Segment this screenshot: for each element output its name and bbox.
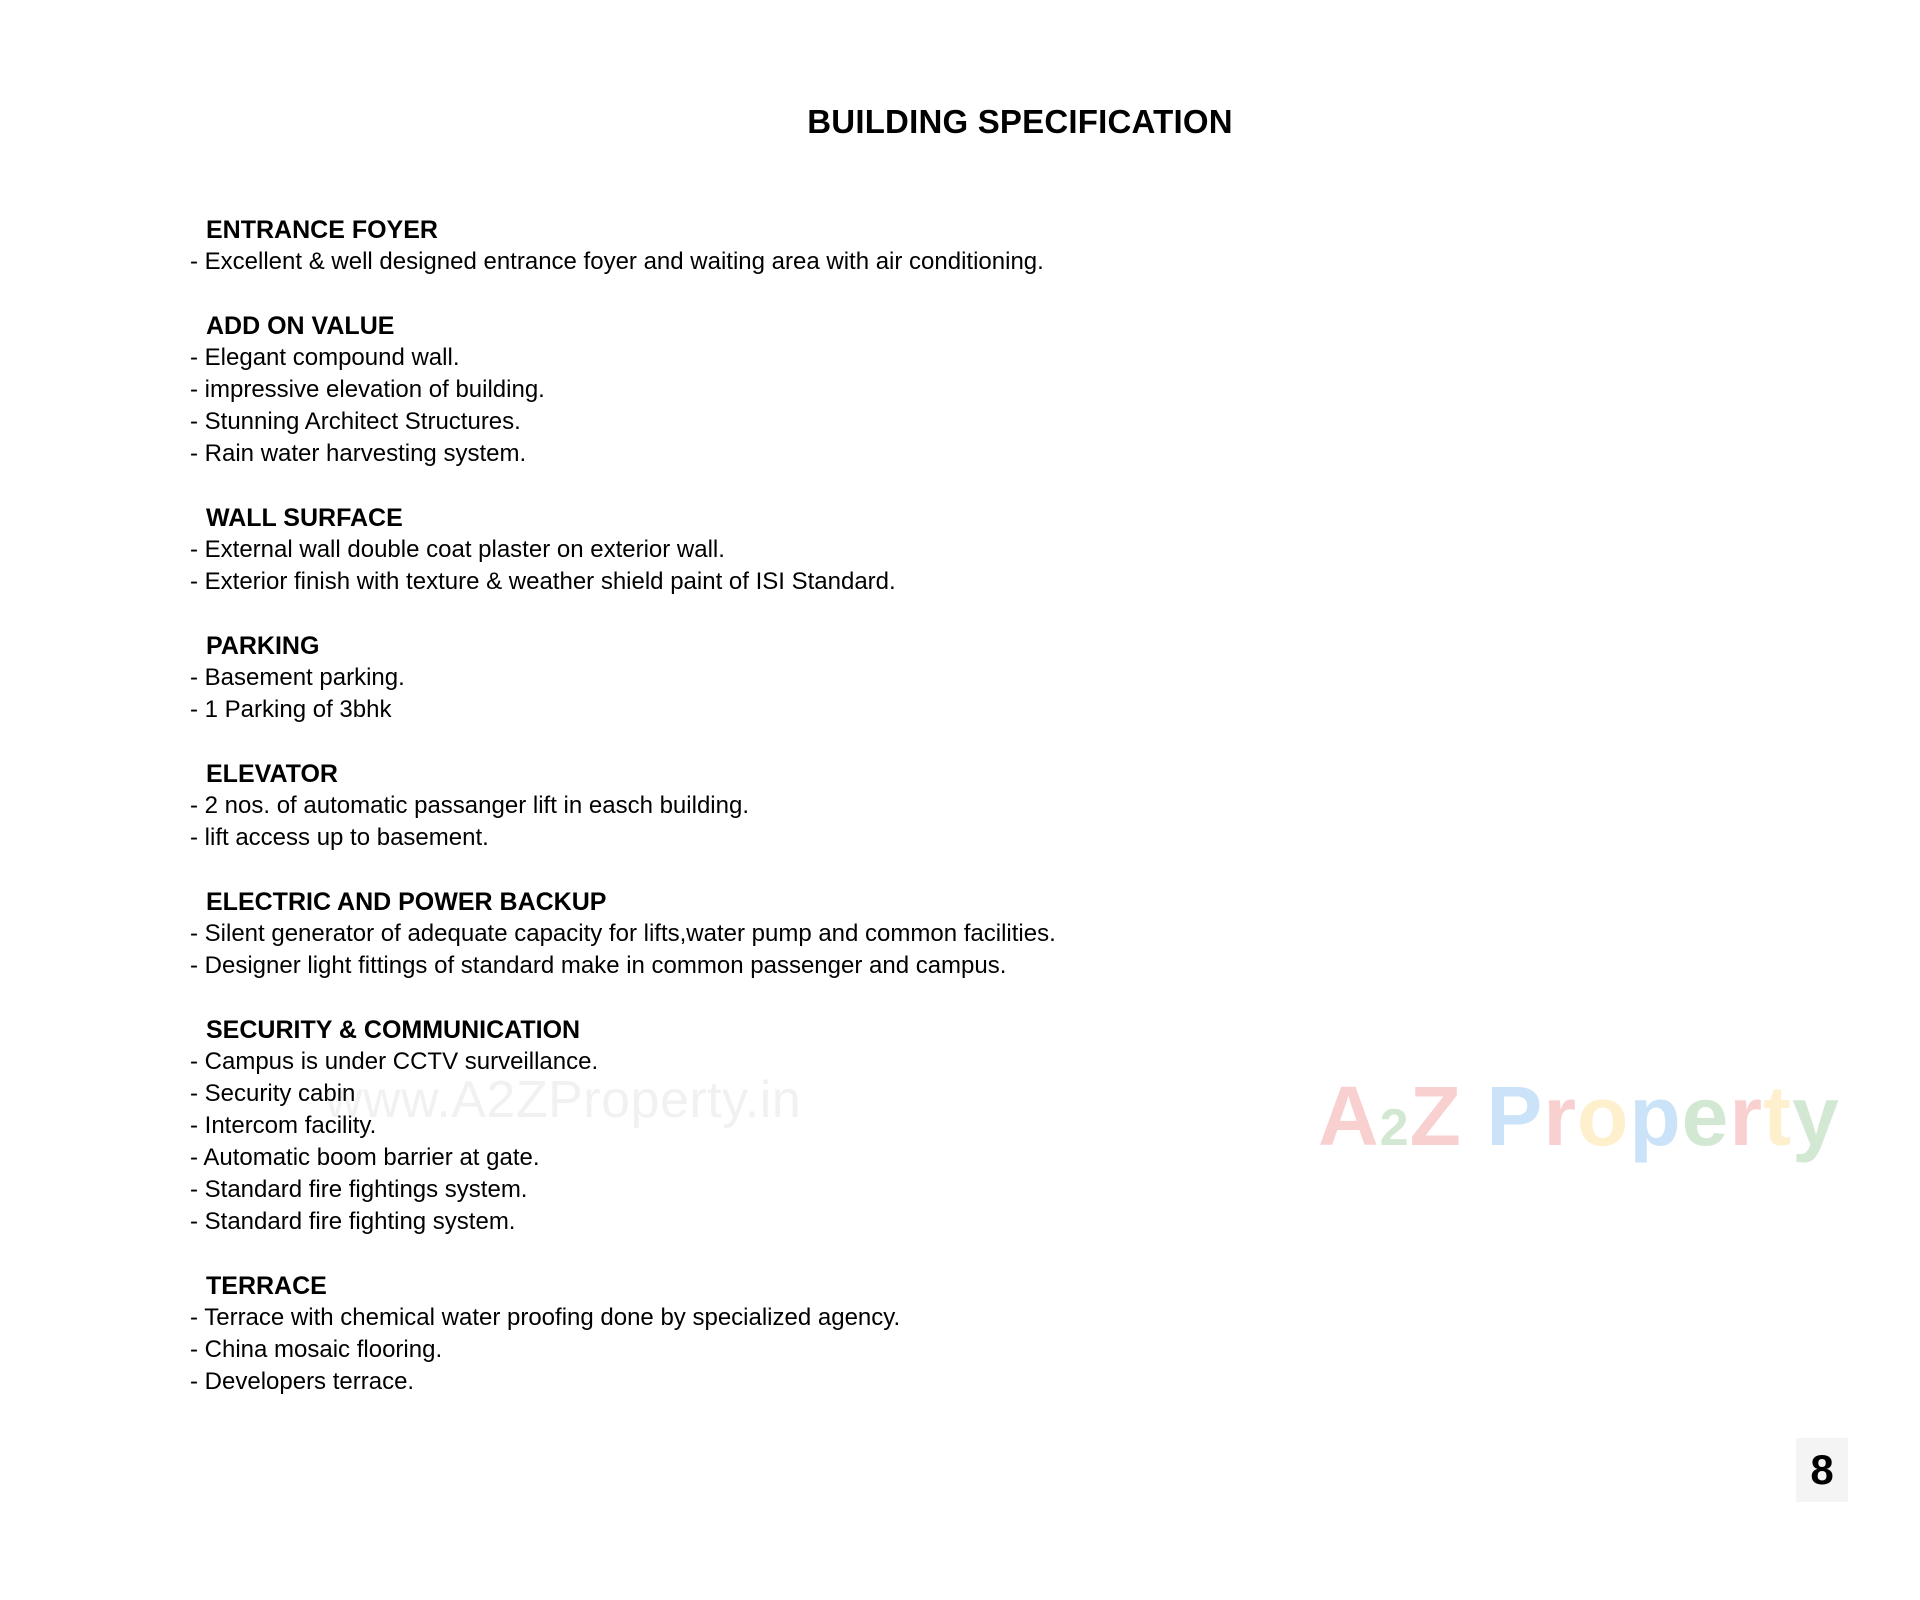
- section-item: - Standard fire fighting system.: [190, 1208, 516, 1235]
- section-item: - Security cabin: [190, 1080, 356, 1107]
- section-item: - External wall double coat plaster on exterior wall.: [190, 536, 725, 563]
- watermark-url: www.A2ZProperty.in: [325, 1071, 802, 1129]
- section-heading: ADD ON VALUE: [206, 312, 395, 340]
- specification-list: [190, 214, 1290, 1430]
- section-item: - 1 Parking of 3bhk: [190, 696, 392, 723]
- spec-section: [190, 310, 1290, 470]
- section-heading: WALL SURFACE: [206, 504, 403, 532]
- section-item: - Elegant compound wall.: [190, 344, 460, 371]
- spec-section: [190, 886, 1290, 982]
- section-item: - Designer light fittings of standard make in common passenger and campus.: [190, 952, 1007, 979]
- spec-section: [190, 1270, 1290, 1398]
- section-item: - 2 nos. of automatic passanger lift in easch building.: [190, 792, 749, 819]
- section-heading: ENTRANCE FOYER: [206, 216, 438, 244]
- spec-section: [190, 630, 1290, 726]
- section-item: - Standard fire fightings system.: [190, 1176, 528, 1203]
- section-item: - Automatic boom barrier at gate.: [190, 1144, 540, 1171]
- page-number: 8: [1796, 1438, 1848, 1502]
- section-item: - Excellent & well designed entrance foyer and waiting area with air conditioning.: [190, 248, 1044, 275]
- section-heading: SECURITY & COMMUNICATION: [206, 1016, 581, 1044]
- spec-section: [190, 214, 1290, 278]
- section-item: - Developers terrace.: [190, 1368, 415, 1395]
- section-item: - Silent generator of adequate capacity for lifts,water pump and common facilities.: [190, 920, 1056, 947]
- section-heading: TERRACE: [206, 1272, 327, 1300]
- spec-section: [190, 502, 1290, 598]
- section-item: - Campus is under CCTV surveillance.: [190, 1048, 599, 1075]
- section-heading: ELECTRIC AND POWER BACKUP: [206, 888, 607, 916]
- section-item: - Intercom facility.: [190, 1112, 377, 1139]
- section-heading: ELEVATOR: [206, 760, 338, 788]
- watermark-logo: A2Z Property: [1318, 1069, 1840, 1163]
- section-item: - lift access up to basement.: [190, 824, 489, 851]
- section-heading: PARKING: [206, 632, 320, 660]
- section-item: - China mosaic flooring.: [190, 1336, 443, 1363]
- section-item: - Stunning Architect Structures.: [190, 408, 521, 435]
- section-item: - Exterior finish with texture & weather shield paint of ISI Standard.: [190, 568, 896, 595]
- page-title: BUILDING SPECIFICATION: [807, 103, 1233, 140]
- section-item: - Basement parking.: [190, 664, 405, 691]
- spec-section: [190, 758, 1290, 854]
- section-item: - Terrace with chemical water proofing done by specialized agency.: [190, 1304, 901, 1331]
- section-item: - Rain water harvesting system.: [190, 440, 527, 467]
- section-item: - impressive elevation of building.: [190, 376, 545, 403]
